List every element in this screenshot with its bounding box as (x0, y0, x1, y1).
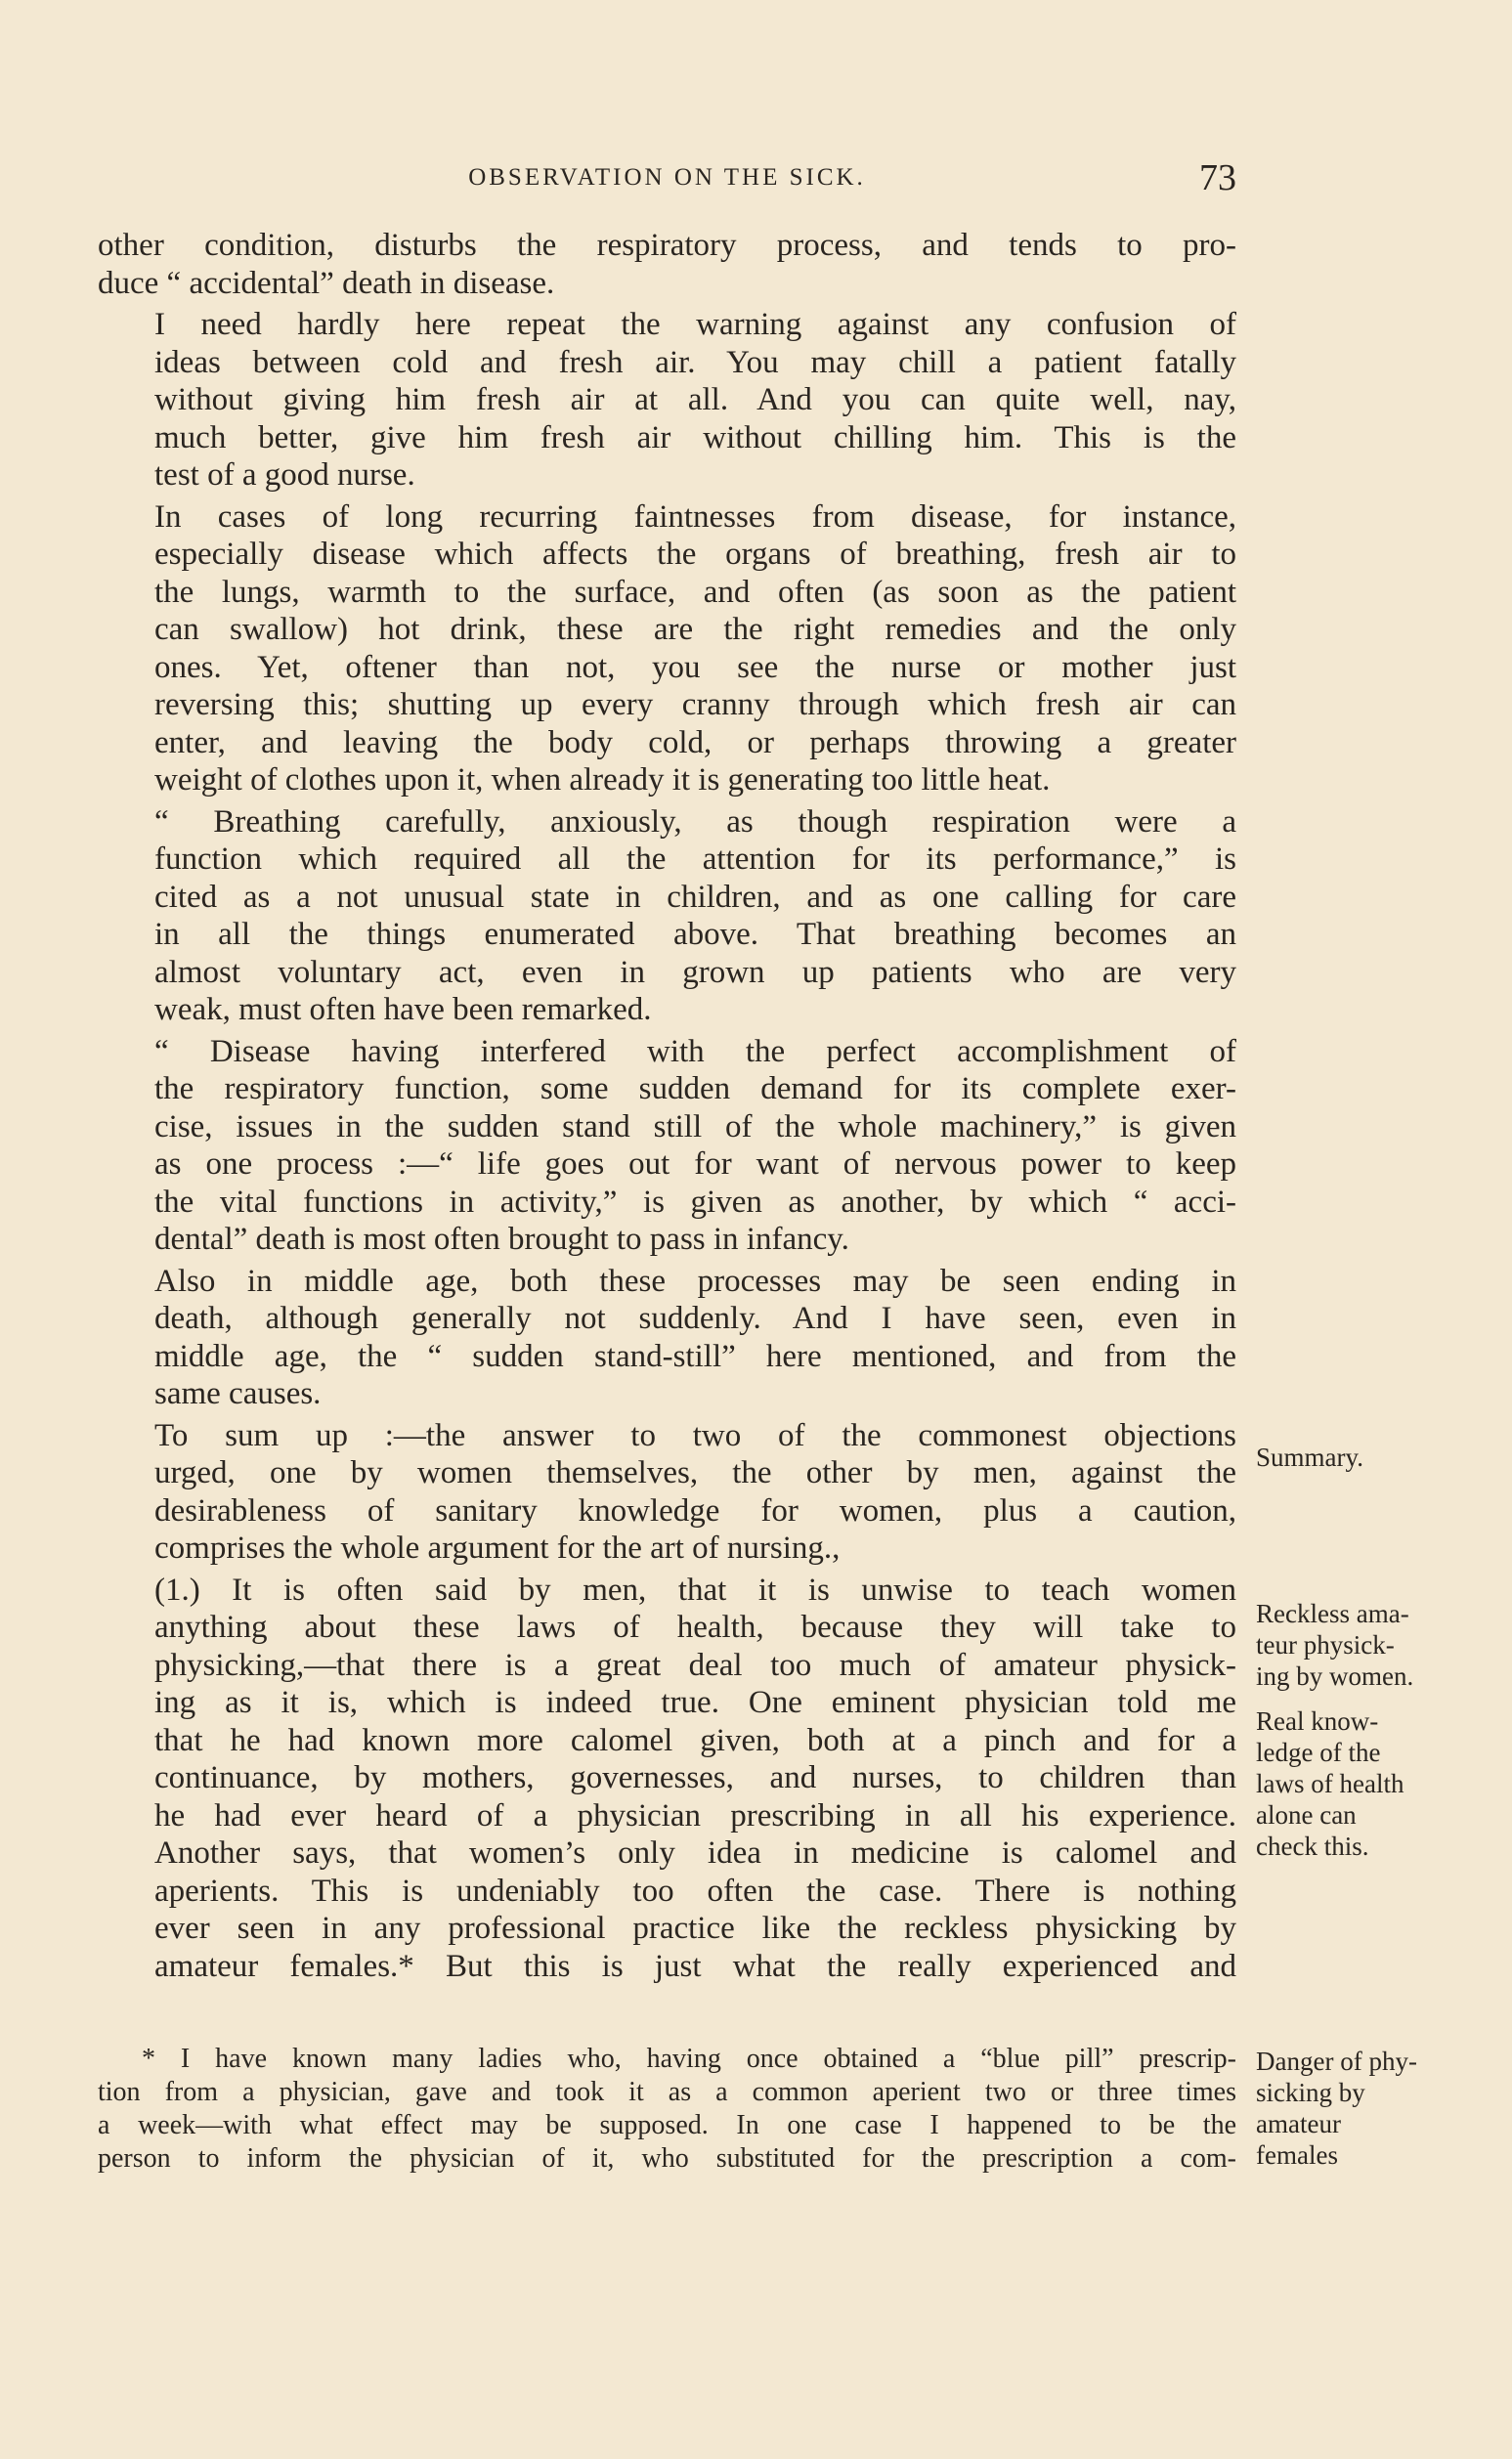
text-line: the lungs, warmth to the surface, and often (as soon as the patient (154, 574, 1236, 610)
text-line: test of a good nurse. (154, 457, 415, 493)
paragraph (98, 1417, 1236, 1568)
paragraph (98, 227, 1236, 302)
text-line: urged, one by women themselves, the other by men, against the (154, 1455, 1236, 1490)
sidenote-line: check this. (1256, 1832, 1369, 1861)
text-line: “ Breathing carefully, anxiously, as though respiration were a (154, 803, 1236, 840)
text-line: in all the things enumerated above. That breathing becomes an (154, 917, 1236, 952)
sidenote-line: Reckless ama- (1256, 1599, 1409, 1628)
sidenote-line: alone can (1256, 1800, 1357, 1830)
page-header (98, 156, 1236, 205)
footnote-line: a week—with what effect may be supposed. In one case I happened to be the (98, 2110, 1236, 2140)
sidenote-reckless-physicking (1256, 1598, 1471, 1692)
text-line: anything about these laws of health, because they will take to (154, 1610, 1236, 1645)
text-line: cited as a not unusual state in children, and as one calling for care (154, 879, 1236, 915)
text-line: cise, issues in the sudden stand still of the whole machinery,” is given (154, 1108, 1236, 1144)
text-line: especially disease which affects the organs of breathing, fresh air to (154, 537, 1236, 572)
text-line: duce “ accidental” death in disease. (98, 265, 555, 301)
paragraph (98, 306, 1236, 495)
footnote (98, 2043, 1236, 2176)
text-line: almost voluntary act, even in grown up patients who are very (154, 954, 1236, 990)
text-line: continuance, by mothers, governesses, and nurses, to children than (154, 1760, 1236, 1795)
paragraph (98, 498, 1236, 799)
text-line: weight of clothes upon it, when already it is generating too little heat. (154, 762, 1051, 798)
paragraph (98, 803, 1236, 1029)
sidenote-line: Summary. (1256, 1443, 1363, 1472)
sidenote-line: ing by women. (1256, 1661, 1414, 1691)
text-line: without giving him fresh air at all. And you can quite well, nay, (154, 382, 1236, 417)
sidenote-summary (1256, 1442, 1471, 1473)
text-line: desirableness of sanitary knowledge for women, plus a caution, (154, 1492, 1236, 1529)
text-line: ideas between cold and fresh air. You may chill a patient fatally (154, 344, 1236, 380)
footnote-line: * I have known many ladies who, having once obtained a “blue pill” prescrip- (142, 2044, 1236, 2074)
sidenote-line: laws of health (1256, 1769, 1404, 1798)
text-line: I need hardly here repeat the warning against any confusion of (154, 307, 1236, 342)
sidenote-line: Real know- (1256, 1706, 1379, 1736)
text-line: comprises the whole argument for the art of nursing., (154, 1531, 841, 1566)
text-line: physicking,—that there is a great deal too much of amateur physick- (154, 1647, 1236, 1683)
text-line: enter, and leaving the body cold, or perhaps throwing a greater (154, 724, 1236, 760)
sidenote-line: sicking by (1256, 2078, 1365, 2107)
text-line: dental” death is most often brought to pass in infancy. (154, 1222, 849, 1257)
text-line: To sum up :—the answer to two of the commonest objections (154, 1417, 1236, 1453)
text-line: “ Disease having interfered with the perfect accomplishment of (154, 1033, 1236, 1069)
text-line: In cases of long recurring faintnesses from disease, for instance, (154, 498, 1236, 535)
sidenote-line: females (1256, 2140, 1338, 2170)
sidenote-real-knowledge (1256, 1705, 1471, 1862)
text-line: ever seen in any professional practice like the reckless physicking by (154, 1911, 1236, 1946)
footnote-line: person to inform the physician of it, who substituted for the prescription a com- (98, 2143, 1236, 2174)
footnote-line: tion from a physician, gave and took it as a common aperient two or three times (98, 2077, 1236, 2107)
sidenote-line: amateur (1256, 2109, 1341, 2138)
text-line: much better, give him fresh air without chilling him. This is the (154, 419, 1236, 455)
text-line: ing as it is, which is indeed true. One eminent physician told me (154, 1685, 1236, 1720)
page-number: 73 (1199, 157, 1236, 198)
text-line: the vital functions in activity,” is given as another, by which “ acci- (154, 1184, 1236, 1220)
text-line: the respiratory function, some sudden demand for its complete exer- (154, 1071, 1236, 1106)
body-text (98, 227, 1236, 1989)
text-line: function which required all the attention for its performance,” is (154, 841, 1236, 877)
paragraph (98, 1572, 1236, 1986)
text-line: other condition, disturbs the respiratory process, and tends to pro- (98, 228, 1236, 263)
text-line: death, although generally not suddenly. And I have seen, even in (154, 1301, 1236, 1336)
text-line: same causes. (154, 1376, 322, 1411)
text-line: Another says, that women’s only idea in medicine is calomel and (154, 1835, 1236, 1871)
sidenote-danger (1256, 2046, 1471, 2171)
text-line: Also in middle age, both these processes may be seen ending in (154, 1263, 1236, 1299)
sidenote-line: Danger of phy- (1256, 2047, 1417, 2076)
text-line: amateur females.* But this is just what the really experienced and (154, 1948, 1236, 1984)
text-line: that he had known more calomel given, both at a pinch and for a (154, 1722, 1236, 1758)
text-line: (1.) It is often said by men, that it is unwise to teach women (154, 1572, 1236, 1608)
text-line: he had ever heard of a physician prescribing in all his experience. (154, 1797, 1236, 1833)
sidenote-line: teur physick- (1256, 1630, 1395, 1660)
paragraph (98, 1263, 1236, 1413)
text-line: weak, must often have been remarked. (154, 992, 652, 1027)
text-line: as one process :—“ life goes out for want of nervous power to keep (154, 1146, 1236, 1182)
text-line: aperients. This is undeniably too often the case. There is nothing (154, 1873, 1236, 1909)
text-line: ones. Yet, oftener than not, you see the nurse or mother just (154, 649, 1236, 685)
text-line: reversing this; shutting up every cranny through which fresh air can (154, 687, 1236, 722)
text-line: can swallow) hot drink, these are the right remedies and the only (154, 612, 1236, 647)
sidenote-line: ledge of the (1256, 1738, 1381, 1767)
text-line: middle age, the “ sudden stand-still” here mentioned, and from the (154, 1338, 1236, 1374)
paragraph (98, 1033, 1236, 1259)
running-head: OBSERVATION ON THE SICK. (468, 164, 866, 191)
